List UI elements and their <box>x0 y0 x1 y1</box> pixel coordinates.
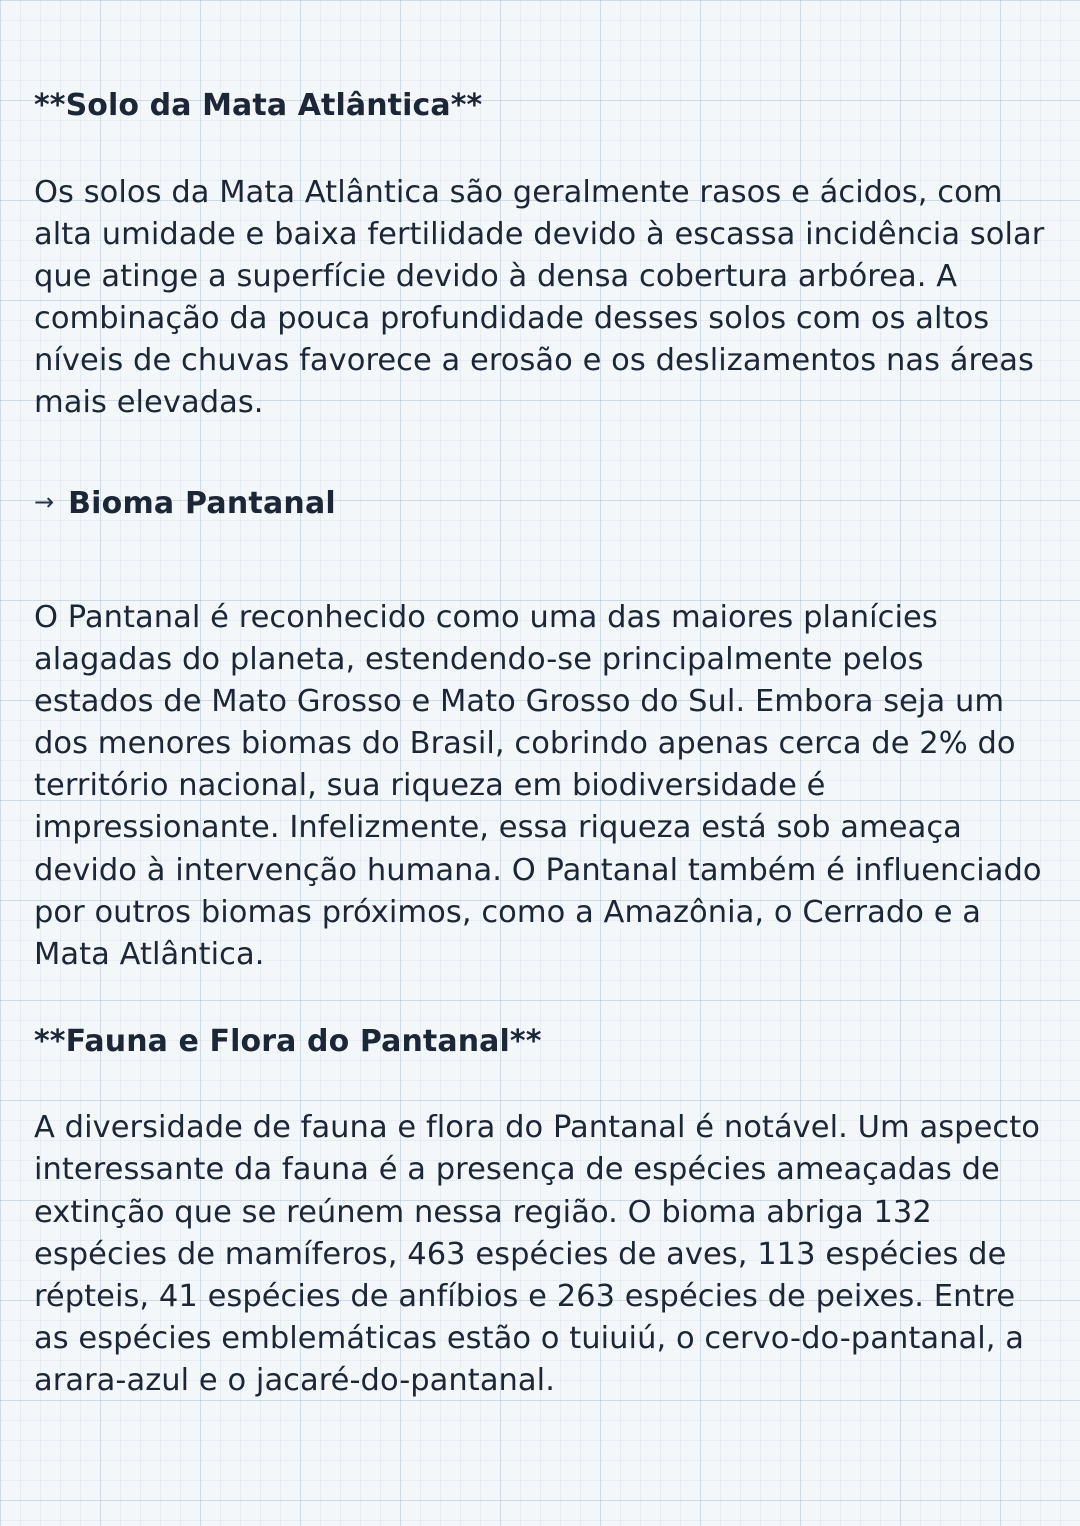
paragraph-bioma-pantanal: O Pantanal é reconhecido como uma das maiores planícies alagadas do planeta, estendendo-se principalmente pelos estados de Mato Grosso e Mato Grosso do Sul. Embora seja um dos menores biomas do Brasil, cobrindo apenas cerca de 2% do território nacional, sua riqueza em biodiversidade é impressionante. Infelizmente, essa riqueza está sob ameaça devido à intervenção humana. O Pantanal também é influenciado por outros biomas próximos, como a Amazônia, o Cerrado e a Mata Atlântica. <box>34 600 1042 972</box>
spacer <box>34 976 1046 1022</box>
section-heading-fauna-flora-pantanal: **Fauna e Flora do Pantanal** <box>34 1023 542 1059</box>
paragraph-solo-mata-atlantica: Os solos da Mata Atlântica são geralmente rasos e ácidos, com alta umidade e baixa fertilidade devido à escassa incidência solar que atinge a superfície devido à densa cobertura arbórea. A combinação da pouca profundidade desses solos com os altos níveis de chuvas favorece a erosão e os deslizamentos nas áreas mais elevadas. <box>34 174 1045 420</box>
section-heading-solo-mata-atlantica: **Solo da Mata Atlântica** <box>34 88 483 123</box>
paragraph-fauna-flora-pantanal: A diversidade de fauna e flora do Pantanal é notável. Um aspecto interessante da fauna é a presença de espécies ameaçadas de extinção que se reúnem nessa região. O bioma abriga 132 espécies de mamíferos, 463 espécies de aves, 113 espécies de répteis, 41 espécies de anfíbios e 263 espécies de peixes. Entre as espécies emblemáticas estão o tuiuiú, o cervo-do-pantanal, a arara-azul e o jacaré-do-pantanal. <box>34 1110 1040 1398</box>
spacer <box>34 126 1046 172</box>
spacer <box>34 424 1046 486</box>
spacer <box>34 521 1046 597</box>
spacer <box>34 1061 1046 1107</box>
subheading-label: Bioma Pantanal <box>68 486 336 522</box>
subheading-bioma-pantanal <box>34 486 1046 521</box>
arrow-right-icon: → <box>34 488 55 517</box>
